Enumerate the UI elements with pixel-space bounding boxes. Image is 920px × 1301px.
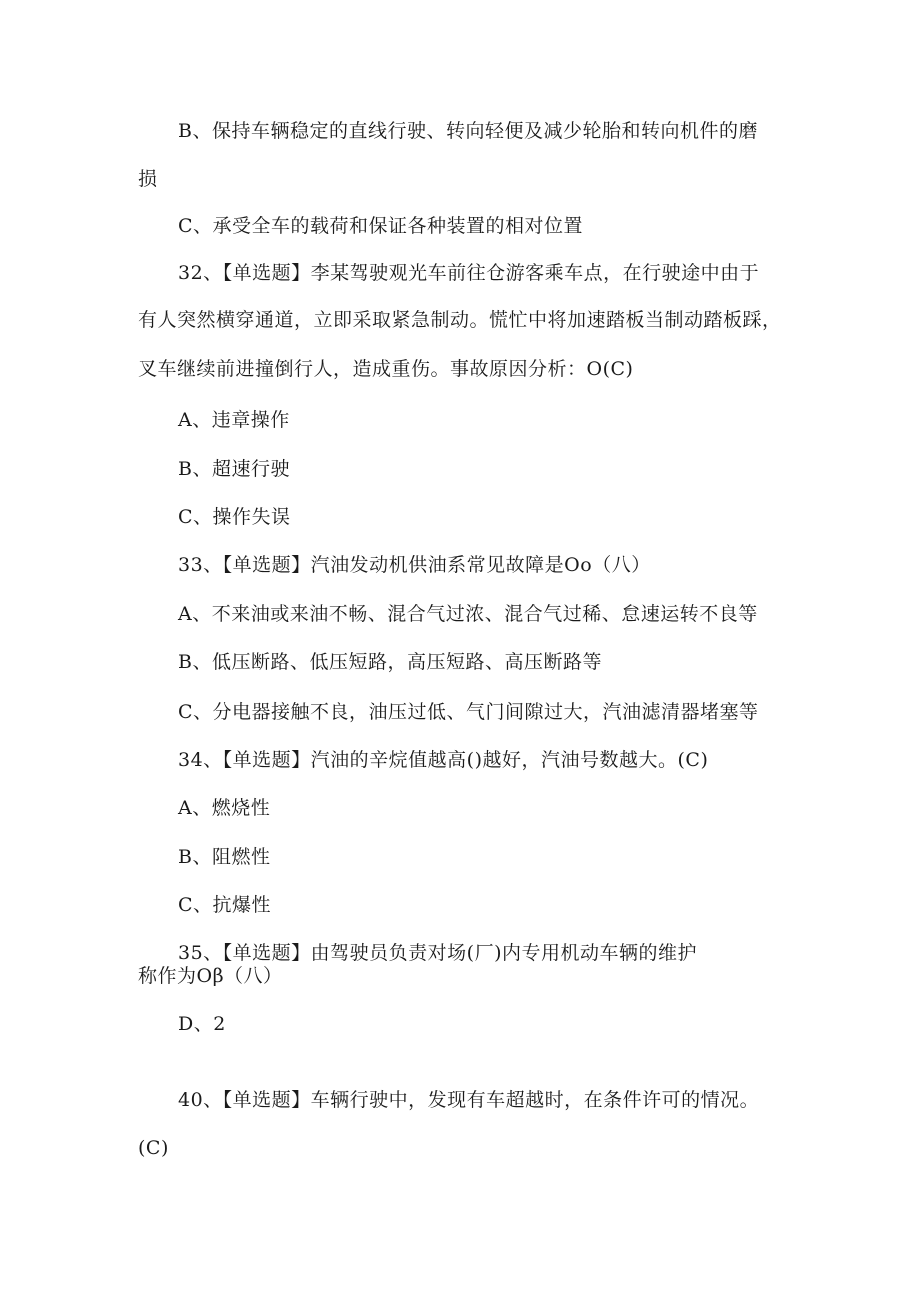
question-32-option-a: A、违章操作 bbox=[178, 409, 290, 431]
question-33-option-a: A、不来油或来油不畅、混合气过浓、混合气过稀、怠速运转不良等 bbox=[178, 603, 758, 625]
question-40-line-2: (C) bbox=[138, 1137, 169, 1159]
question-33-option-b: B、低压断路、低压短路，高压短路、高压断路等 bbox=[178, 651, 602, 673]
option-c-line: C、承受全车的载荷和保证各种装置的相对位置 bbox=[178, 215, 584, 237]
question-34-option-b: B、阻燃性 bbox=[178, 846, 271, 868]
question-32-option-b: B、超速行驶 bbox=[178, 458, 290, 480]
question-33-option-c: C、分电器接触不良，油压过低、气门间隙过大，汽油滤清器堵塞等 bbox=[178, 701, 759, 723]
question-40-line-1: 40、【单选题】车辆行驶中，发现有车超越时，在条件许可的情况。 bbox=[178, 1089, 760, 1111]
question-33-line-1: 33、【单选题】汽油发动机供油系常见故障是Oo（八） bbox=[178, 554, 651, 576]
option-d-line: D、2 bbox=[178, 1013, 226, 1035]
question-34-option-a: A、燃烧性 bbox=[178, 797, 271, 819]
question-34-line-1: 34、【单选题】汽油的辛烷值越高()越好，汽油号数越大。(C) bbox=[178, 749, 709, 771]
option-b-continuation: 损 bbox=[138, 168, 158, 190]
question-32-option-c: C、操作失误 bbox=[178, 506, 291, 528]
question-35-line-1: 35、【单选题】由驾驶员负责对场(厂)内专用机动车辆的维护 bbox=[178, 942, 698, 964]
option-b-line: B、保持车辆稳定的直线行驶、转向轻便及减少轮胎和转向机件的磨 bbox=[178, 120, 758, 142]
question-35-line-2: 称作为Oβ（八） bbox=[138, 965, 283, 987]
question-32-line-3: 叉车继续前进撞倒行人，造成重伤。事故原因分析：O(C) bbox=[138, 358, 634, 380]
question-32-line-1: 32、【单选题】李某驾驶观光车前往仓游客乘车点，在行驶途中由于 bbox=[178, 262, 760, 284]
question-32-line-2: 有人突然横穿通道，立即采取紧急制动。慌忙中将加速踏板当制动踏板踩， bbox=[138, 309, 782, 331]
question-34-option-c: C、抗爆性 bbox=[178, 894, 272, 916]
